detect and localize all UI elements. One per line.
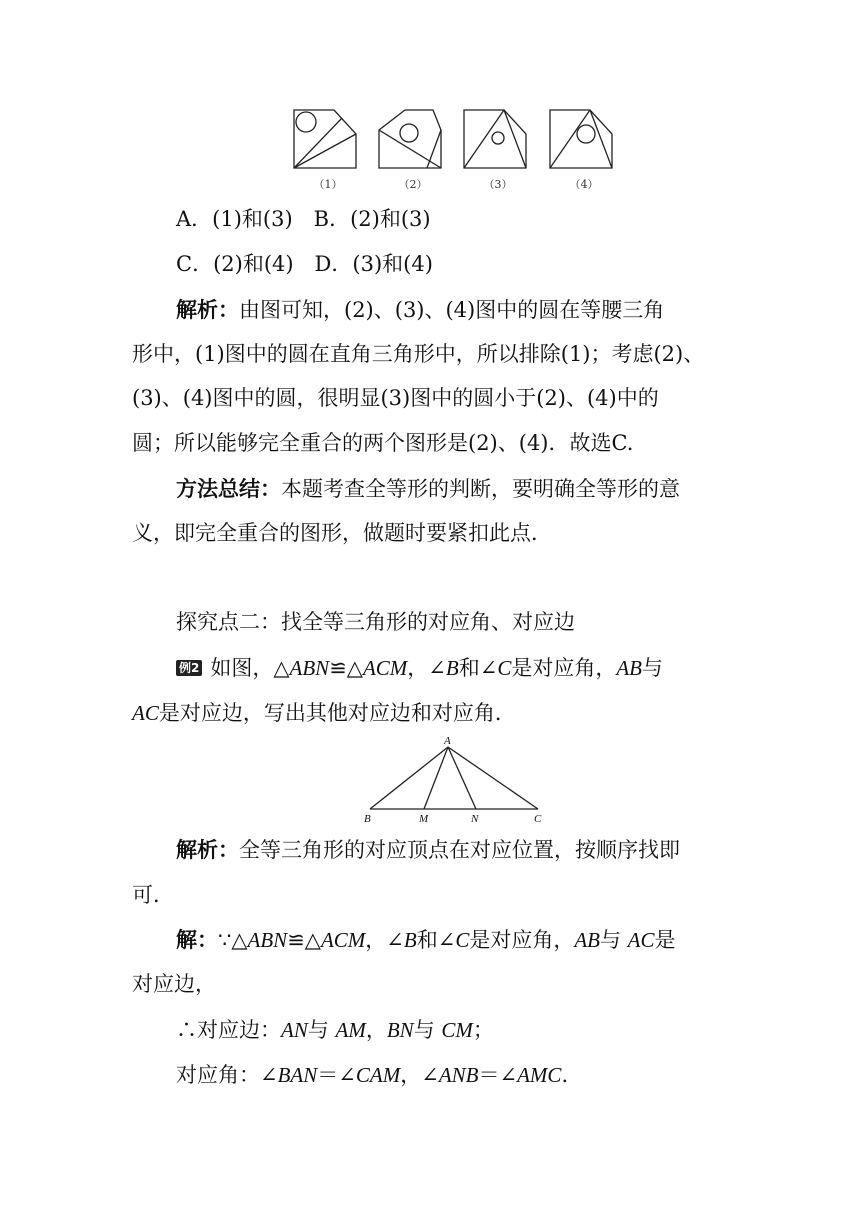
- figure-4: [548, 100, 620, 192]
- sol-var: AMC: [517, 1063, 562, 1087]
- figure-row: [280, 100, 620, 195]
- vertex-label-m: M: [419, 813, 429, 825]
- ex-var: AC: [132, 701, 159, 725]
- sol-seg: ，∠: [365, 928, 404, 952]
- ex-seg: ，∠: [407, 656, 446, 680]
- method-summary-label: 方法总结：: [176, 476, 281, 501]
- vertex-label-a: A: [444, 735, 451, 747]
- solution-line-1: [176, 926, 776, 954]
- example-2-line-1: [176, 654, 776, 682]
- analysis-2-label: 解析：: [176, 837, 239, 862]
- sol-seg: ＝∠: [317, 1063, 356, 1087]
- figure-3-drawing: [462, 100, 534, 175]
- analysis-2-line-1: [176, 836, 776, 864]
- method-summary-line-1: [176, 475, 776, 503]
- ex-var: ACM: [362, 656, 408, 680]
- sol-var: ANB: [438, 1063, 479, 1087]
- solution-line-2: 对应边，: [132, 972, 216, 996]
- sol-seg: 与: [307, 1018, 336, 1042]
- ex-seg: 和∠: [458, 656, 498, 680]
- sol-var: BAN: [277, 1063, 318, 1087]
- figure-4-drawing: [548, 100, 620, 175]
- sol-var: AN: [281, 1018, 308, 1042]
- sol-seg: ≌△: [287, 928, 321, 952]
- sol-seg: 对应角：∠: [176, 1063, 278, 1087]
- example-badge: 例2: [176, 660, 202, 676]
- analysis-1-line-3: (3)、(4)图中的圆，很明显(3)图中的圆小于(2)、(4)中的: [132, 386, 659, 410]
- analysis-text: 由图可知，(2)、(3)、(4)图中的圆在等腰三角: [239, 298, 665, 322]
- sol-seg: 和∠: [416, 928, 456, 952]
- analysis-1-line-1: [176, 296, 776, 324]
- figure-4-caption: （4）: [569, 178, 599, 191]
- vertex-label-b: B: [364, 813, 371, 825]
- sol-seg: .: [561, 1063, 569, 1087]
- figure-3-caption: （3）: [483, 178, 513, 191]
- sol-seg: 与: [413, 1018, 442, 1042]
- analysis-1-line-2: 形中，(1)图中的圆在直角三角形中，所以排除(1)；考虑(2)、: [132, 342, 705, 366]
- method-summary-text: 本题考查全等形的判断，要明确全等形的意: [281, 477, 680, 501]
- figure-2-caption: （2）: [398, 178, 428, 191]
- sol-var: AB: [574, 928, 600, 952]
- ex-seg: 与: [641, 656, 663, 680]
- sol-var: AC: [627, 928, 655, 952]
- vertex-label-c: C: [534, 813, 542, 825]
- sol-seg: ，∠: [400, 1063, 439, 1087]
- vertex-label-n: N: [471, 813, 479, 825]
- sol-var: CM: [441, 1018, 473, 1042]
- figure-2-drawing: [377, 100, 449, 175]
- section-2-title: 探究点二：找全等三角形的对应角、对应边: [176, 610, 575, 634]
- sol-seg: ∴对应边：: [176, 1018, 281, 1042]
- figure-3: [462, 100, 534, 192]
- figure-1-drawing: [292, 100, 364, 175]
- sol-var: C: [455, 928, 470, 952]
- analysis-label: 解析：: [176, 297, 239, 322]
- sol-var: B: [403, 928, 417, 952]
- figure-1: [292, 100, 364, 192]
- sol-var: BN: [386, 1018, 414, 1042]
- sol-var: ABN: [247, 928, 288, 952]
- analysis-2-text: 全等三角形的对应顶点在对应位置，按顺序找即: [239, 838, 680, 862]
- example-2-line-2: [132, 699, 732, 727]
- ex-var: C: [497, 656, 512, 680]
- ex-seg: 是对应边，写出其他对应边和对应角．: [158, 701, 516, 725]
- method-summary-line-2: 义，即完全重合的图形，做题时要紧扣此点．: [132, 521, 552, 545]
- sol-seg: ＝∠: [478, 1063, 518, 1087]
- solution-label: 解：: [176, 927, 218, 952]
- ex-var: B: [445, 656, 459, 680]
- ex-seg: 如图，△: [210, 656, 290, 680]
- sol-var: ACM: [320, 928, 366, 952]
- figure-1-caption: （1）: [313, 178, 343, 191]
- sol-var: AM: [335, 1018, 366, 1042]
- sol-var: CAM: [355, 1063, 401, 1087]
- options-line-2: C．(2)和(4) D．(3)和(4): [176, 252, 433, 276]
- sol-seg: ∵△: [218, 928, 248, 952]
- ex-seg: ≌△: [329, 656, 363, 680]
- triangle-drawing: [360, 735, 550, 825]
- options-line-1: A．(1)和(3) B．(2)和(3): [176, 207, 431, 231]
- analysis-2-line-2: 可．: [132, 883, 174, 907]
- sol-seg: ；: [472, 1018, 494, 1042]
- analysis-1-line-4: 圆；所以能够完全重合的两个图形是(2)、(4)．故选C.: [132, 431, 634, 455]
- figure-2: [377, 100, 449, 192]
- triangle-figure: [360, 735, 550, 825]
- solution-line-4: [176, 1061, 776, 1089]
- sol-seg: ，: [365, 1018, 387, 1042]
- sol-seg: 是: [654, 928, 676, 952]
- ex-var: ABN: [289, 656, 330, 680]
- sol-seg: 与: [599, 928, 628, 952]
- ex-seg: 是对应角，: [511, 656, 617, 680]
- ex-var: AB: [616, 656, 642, 680]
- sol-seg: 是对应角，: [469, 928, 575, 952]
- solution-line-3: [176, 1016, 776, 1044]
